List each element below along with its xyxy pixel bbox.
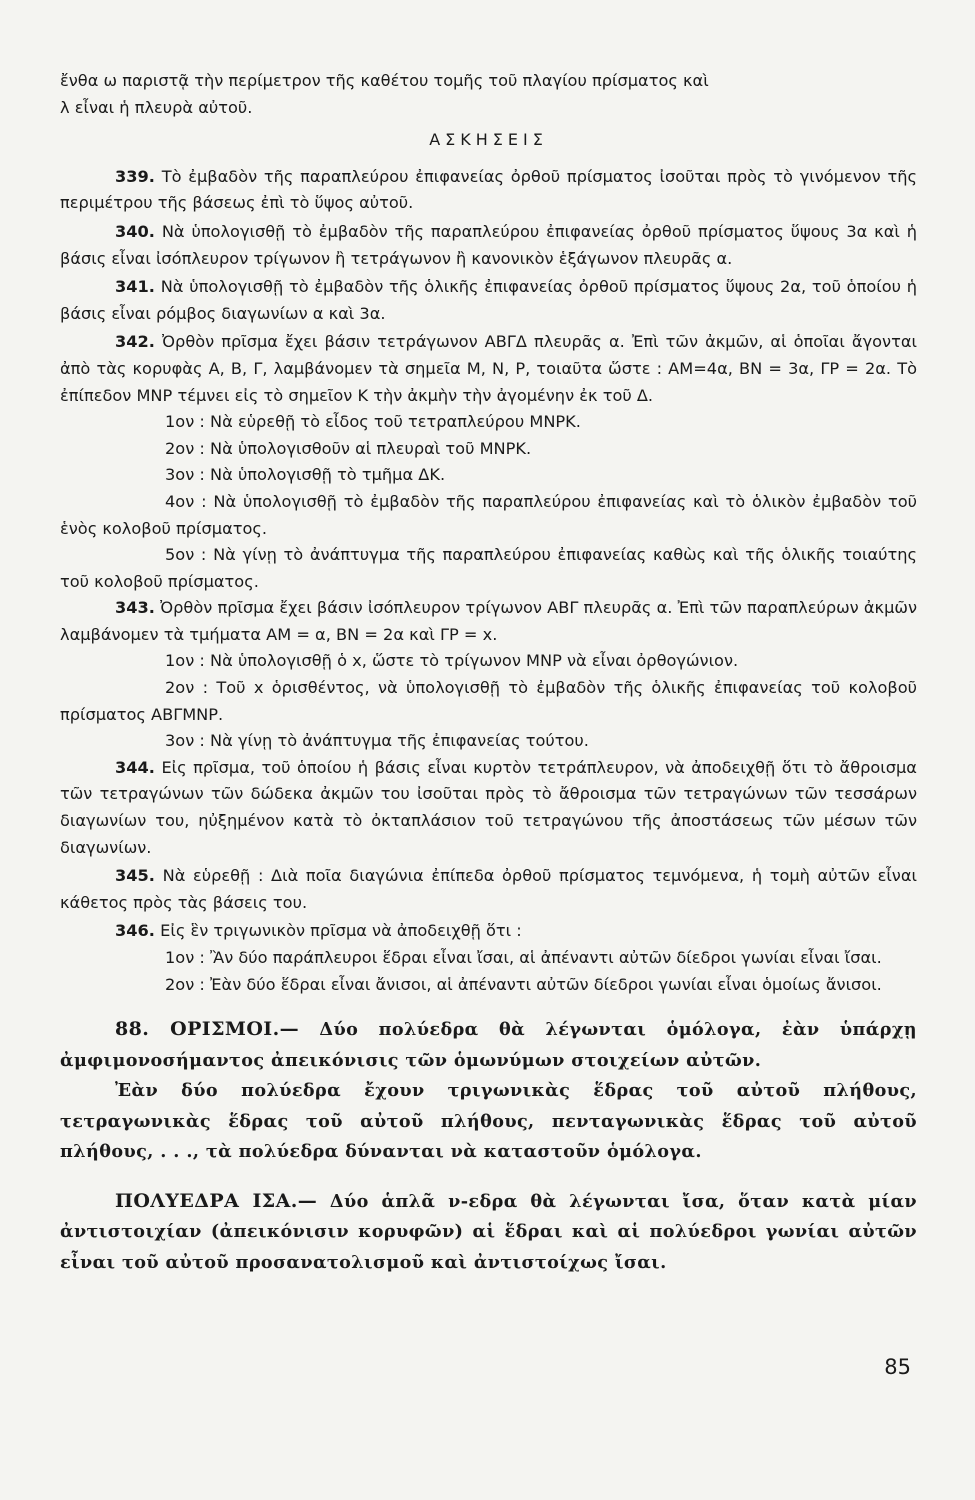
item-label: 1ον : [165, 948, 205, 967]
item-text: Νὰ εὑρεθῇ τὸ εἶδος τοῦ τετραπλεύρου ΜΝΡΚ. [210, 412, 581, 432]
definitions-heading: 88. ΟΡΙΣΜΟΙ.— [115, 1018, 299, 1041]
definition-paragraph-1 [60, 1014, 917, 1076]
exercise-item [60, 462, 917, 489]
definition-text: Δύο ἁπλᾶ ν-εδρα θὰ λέγωνται ἴσα, ὅταν κατὰ μίαν ἀντιστοιχίαν (ἀπεικόνισιν κορυφῶν) αἱ ἕδραι καὶ αἱ πολύεδροι γωνίαι αὐτῶν εἶναι τοῦ αὐτοῦ προσανατολισμοῦ καὶ ἀντιστοίχως ἴσαι. [60, 1190, 918, 1273]
exercise-343 [60, 595, 917, 648]
item-label: 5ον : [165, 545, 207, 565]
item-text: Νὰ ὑπολογισθῇ τὸ τμῆμα ΔΚ. [210, 465, 446, 485]
exercise-number: 346. [115, 921, 155, 941]
exercise-340 [60, 219, 917, 272]
paragraph-gap [60, 1168, 917, 1186]
definition-text: Ἐὰν δύο πολύεδρα ἔχουν τριγωνικὰς ἕδρας τοῦ αὐτοῦ πλήθους, τετραγωνικὰς ἕδρας τοῦ αὐτοῦ πλήθους, πενταγωνικὰς ἕδρας τοῦ αὐτοῦ πλήθους, . . ., τὰ πολύεδρα δύνανται νὰ καταστοῦν ὁμόλογα. [60, 1080, 917, 1163]
definition-text: Δύο πολύεδρα θὰ λέγωνται ὁμόλογα, ἐὰν ὑπάρχῃ ἀμφιμονοσήμαντος ἀπεικόνισις τῶν ὁμωνύμων στοιχείων αὐτῶν. [60, 1019, 917, 1071]
exercise-text: Εἰς ἓν τριγωνικὸν πρῖσμα νὰ ἀποδειχθῇ ὅτι : [160, 921, 522, 941]
exercise-text: Ὀρθὸν πρῖσμα ἔχει βάσιν ἰσόπλευρον τρίγωνον ΑΒΓ πλευρᾶς α. Ἐπὶ τῶν παραπλεύρων ἀκμῶν λαμβάνομεν τὰ τμήματα ΑΜ = α, ΒΝ = 2α καὶ ΓΡ = x. [60, 598, 917, 644]
intro-line-1: ἔνθα ω παριστᾷ τὴν περίμετρον τῆς καθέτου τομῆς τοῦ πλαγίου πρίσματος καὶ [60, 71, 709, 90]
item-text: Τοῦ x ὁρισθέντος, νὰ ὑπολογισθῇ τὸ ἐμβαδὸν τῆς ὁλικῆς ἐπιφανείας τοῦ κολοβοῦ πρίσματος ΑΒΓΜΝΡ. [60, 678, 917, 724]
exercise-item [60, 409, 917, 436]
exercise-text: Ὀρθὸν πρῖσμα ἔχει βάσιν τετράγωνον ΑΒΓΔ πλευρᾶς α. Ἐπὶ τῶν ἀκμῶν, αἱ ὁποῖαι ἄγονται ἀπὸ τὰς κορυφὰς Α, Β, Γ, λαμβάνομεν τὰ σημεῖα Μ, Ν, Ρ, τοιαῦτα ὥστε : ΑΜ=4α, ΒΝ = 3α, ΓΡ = 2α. Τὸ ἐπίπεδον ΜΝΡ τέμνει εἰς τὸ σημεῖον Κ τὴν ἀκμὴν τὴν ἀγομένην ἐκ τοῦ Δ. [60, 332, 917, 405]
exercise-item [60, 648, 917, 675]
exercise-item [60, 489, 917, 542]
exercise-text: Τὸ ἐμβαδὸν τῆς παραπλεύρου ἐπιφανείας ὀρθοῦ πρίσματος ἰσοῦται πρὸς τὸ γινόμενον τῆς περιμέτρου τῆς βάσεως ἐπὶ τὸ ὕψος αὐτοῦ. [60, 166, 917, 213]
item-label: 2ον : [165, 678, 209, 698]
exercise-item [60, 945, 917, 972]
exercise-item [60, 436, 917, 463]
exercise-item [60, 728, 917, 755]
item-label: 1ον : [165, 651, 205, 671]
exercise-345 [60, 863, 917, 916]
item-text: Νὰ ὑπολογισθῇ τὸ ἐμβαδὸν τῆς παραπλεύρου ἐπιφανείας καὶ τὸ ὁλικὸν ἐμβαδὸν τοῦ ἑνὸς κολοβοῦ πρίσματος. [60, 491, 917, 538]
exercise-text: Νὰ εὑρεθῇ : Διὰ ποῖα διαγώνια ἐπίπεδα ὀρθοῦ πρίσματος τεμνόμενα, ἡ τομὴ αὐτῶν εἶναι κάθετος πρὸς τὰς βάσεις του. [60, 866, 917, 912]
equal-polyhedra-heading: ΠΟΛΥΕΔΡΑ ΙΣΑ.— [115, 1189, 318, 1212]
exercise-341 [60, 274, 917, 327]
exercise-342 [60, 329, 917, 409]
exercise-item [60, 675, 917, 728]
intro-line-2: λ εἶναι ἡ πλευρὰ αὐτοῦ. [60, 97, 253, 117]
definitions-section [60, 1014, 917, 1278]
exercise-number: 342. [115, 332, 155, 352]
definition-paragraph-3 [60, 1186, 917, 1279]
exercise-number: 343. [115, 598, 155, 618]
item-text: Νὰ γίνῃ τὸ ἀνάπτυγμα τῆς ἐπιφανείας τούτου. [210, 731, 589, 751]
section-title: ΑΣΚΗΣΕΙΣ [429, 130, 548, 150]
item-label: 2ον : [165, 974, 205, 994]
item-label: 2ον : [165, 438, 205, 458]
item-text: Ἐὰν δύο ἕδραι εἶναι ἄνισοι, αἱ ἀπέναντι αὐτῶν δίεδροι γωνίαι εἶναι ὁμοίως ἄνισοι. [210, 974, 882, 994]
item-label: 3ον : [165, 731, 205, 751]
exercise-text: Νὰ ὑπολογισθῇ τὸ ἐμβαδὸν τῆς ὁλικῆς ἐπιφανείας ὀρθοῦ πρίσματος ὕψους 2α, τοῦ ὁποίου ἡ βάσις εἶναι ρόμβος διαγωνίων α καὶ 3α. [60, 277, 917, 323]
exercise-text: Νὰ ὑπολογισθῇ τὸ ἐμβαδὸν τῆς παραπλεύρου ἐπιφανείας ὀρθοῦ πρίσματος ὕψους 3α καὶ ἡ βάσις εἶναι ἰσόπλευρον τρίγωνον ἢ τετράγωνον ἢ κανονικὸν ἑξάγωνον πλευρᾶς α. [60, 221, 917, 268]
item-text: Νὰ ὑπολογισθῇ ὁ x, ὥστε τὸ τρίγωνον ΜΝΡ νὰ εἶναι ὀρθογώνιον. [210, 651, 739, 671]
exercise-339 [60, 164, 917, 217]
exercise-item [60, 542, 917, 595]
item-text: Νὰ γίνῃ τὸ ἀνάπτυγμα τῆς παραπλεύρου ἐπιφανείας καθὼς καὶ τῆς ὁλικῆς τοιαύτης τοῦ κολοβοῦ πρίσματος. [60, 545, 917, 591]
exercise-item [60, 972, 917, 999]
exercise-344 [60, 755, 917, 861]
item-label: 3ον : [165, 465, 205, 485]
exercise-number: 344. [115, 757, 155, 777]
item-text: Ἂν δύο παράπλευροι ἕδραι εἶναι ἴσαι, αἱ ἀπέναντι αὐτῶν δίεδροι γωνίαι εἶναι ἴσαι. [210, 948, 882, 967]
exercise-text: Εἰς πρῖσμα, τοῦ ὁποίου ἡ βάσις εἶναι κυρτὸν τετράπλευρον, νὰ ἀποδειχθῇ ὅτι τὸ ἄθροισμα τῶν τετραγώνων τῶν δώδεκα ἀκμῶν του ἰσοῦται πρὸς τὸ ἄθροισμα τῶν τετραγώνων τῶν τεσσάρων διαγωνίων του, ηὐξημένον κατὰ τὸ ὀκταπλάσιον τοῦ τετραγώνου τῆς ἀποστάσεως τῶν μέσων τῶν διαγωνίων. [60, 757, 917, 857]
definition-paragraph-2 [60, 1076, 917, 1168]
exercise-number: 339. [115, 166, 155, 186]
intro-paragraph [60, 68, 917, 121]
exercise-number: 340. [115, 221, 155, 241]
item-label: 1ον : [165, 412, 205, 432]
item-label: 4ον : [165, 491, 207, 511]
exercise-number: 341. [115, 277, 155, 297]
item-text: Νὰ ὑπολογισθοῦν αἱ πλευραὶ τοῦ ΜΝΡΚ. [210, 438, 532, 458]
exercise-346 [60, 918, 917, 945]
exercise-number: 345. [115, 866, 155, 886]
page-number: 85 [884, 1355, 911, 1379]
